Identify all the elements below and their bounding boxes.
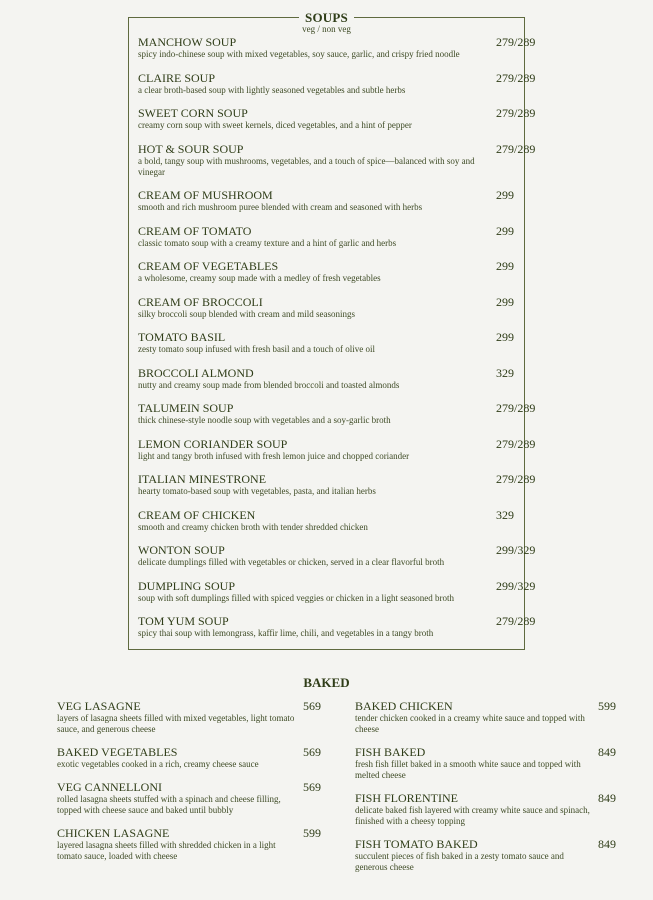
item-name: BAKED CHICKEN xyxy=(355,699,453,713)
item-price: 279/289 xyxy=(496,35,536,49)
item-description: delicate baked fish layered with creamy white sauce and spinach, finished with a cheesy topping xyxy=(355,805,590,826)
item-price: 299 xyxy=(496,223,514,238)
item-name: BROCCOLI ALMOND xyxy=(138,365,254,380)
item-description: zesty tomato soup infused with fresh basil and a touch of olive oil xyxy=(138,344,375,354)
item-price: 329 xyxy=(496,365,514,380)
menu-item xyxy=(355,837,620,873)
menu-item xyxy=(138,614,536,639)
item-description: fresh fish fillet baked in a smooth white sauce and topped with melted cheese xyxy=(355,759,581,780)
item-name: CREAM OF VEGETABLES xyxy=(138,259,279,273)
item-description: smooth and rich mushroom puree blended with cream and seasoned with herbs xyxy=(138,202,423,212)
item-price: 299/329 xyxy=(496,578,536,593)
item-price: 279/289 xyxy=(496,141,536,156)
item-name: VEG CANNELLONI xyxy=(57,780,162,794)
item-name: CLAIRE SOUP xyxy=(138,70,216,85)
menu-item xyxy=(138,543,536,568)
soup-list xyxy=(138,35,536,650)
item-price: 329 xyxy=(496,507,514,522)
item-price: 569 xyxy=(303,780,321,794)
item-description: a bold, tangy soup with mushrooms, vegetables, and a touch of spice—balanced with soy and vinegar xyxy=(138,155,475,177)
item-name: TALUMEIN SOUP xyxy=(138,401,234,415)
menu-item xyxy=(57,780,327,816)
menu-item xyxy=(138,141,536,178)
item-description: hearty tomato-based soup with vegetables, pasta, and italian herbs xyxy=(138,486,376,496)
item-name: CREAM OF BROCCOLI xyxy=(138,294,263,309)
item-description: a clear broth-based soup with lightly seasoned vegetables and subtle herbs xyxy=(138,84,406,95)
item-description: delicate dumplings filled with vegetables or chicken, served in a clear flavorful broth xyxy=(138,557,445,567)
item-price: 279/289 xyxy=(496,401,536,415)
baked-right-column xyxy=(355,699,620,883)
menu-item xyxy=(138,508,518,533)
item-price: 849 xyxy=(598,837,616,851)
item-description: light and tangy broth infused with fresh lemon juice and chopped coriander xyxy=(138,450,410,461)
soups-subtitle: veg / non veg xyxy=(302,24,351,34)
item-description: creamy corn soup with sweet kernels, diced vegetables, and a hint of pepper xyxy=(138,120,412,130)
item-description: spicy indo-chinese soup with mixed vegetables, soy sauce, garlic, and crispy fried noodle xyxy=(138,49,460,59)
item-name: CREAM OF CHICKEN xyxy=(138,507,256,522)
item-price: 279/289 xyxy=(496,106,536,120)
item-description: succulent pieces of fish baked in a zesty tomato sauce and generous cheese xyxy=(355,851,564,872)
item-name: SWEET CORN SOUP xyxy=(138,106,248,120)
item-description: rolled lasagna sheets stuffed with a spinach and cheese filling, topped with cheese sauce and baked until bubbly xyxy=(57,794,281,815)
item-description: exotic vegetables cooked in a rich, creamy cheese sauce xyxy=(57,759,259,769)
item-price: 849 xyxy=(598,791,616,805)
item-price: 279/289 xyxy=(496,436,536,451)
item-description: spicy thai soup with lemongrass, kaffir lime, chili, and vegetables in a tangy broth xyxy=(138,628,434,638)
menu-item xyxy=(138,578,536,604)
menu-item xyxy=(355,699,620,735)
item-price: 299 xyxy=(496,188,514,202)
item-name: HOT & SOUR SOUP xyxy=(138,141,244,156)
item-name: DUMPLING SOUP xyxy=(138,578,236,593)
item-description: classic tomato soup with a creamy texture and a hint of garlic and herbs xyxy=(138,237,397,248)
item-name: LEMON CORIANDER SOUP xyxy=(138,436,288,451)
item-name: VEG LASAGNE xyxy=(57,699,141,713)
baked-left-column xyxy=(57,699,327,872)
menu-item xyxy=(138,330,518,355)
item-description: thick chinese-style noodle soup with vegetables and a soy-garlic broth xyxy=(138,415,391,425)
item-price: 599 xyxy=(303,826,321,840)
baked-title: BAKED xyxy=(303,675,350,690)
item-price: 299/329 xyxy=(496,543,536,557)
menu-item xyxy=(138,472,536,497)
menu-item xyxy=(138,70,536,96)
item-price: 569 xyxy=(303,699,321,713)
item-name: CREAM OF TOMATO xyxy=(138,223,252,238)
soups-title: SOUPS xyxy=(299,10,354,25)
item-name: CREAM OF MUSHROOM xyxy=(138,188,273,202)
item-price: 279/289 xyxy=(496,70,536,85)
item-price: 299 xyxy=(496,330,514,344)
item-description: tender chicken cooked in a creamy white sauce and topped with cheese xyxy=(355,713,585,734)
menu-item xyxy=(355,791,620,827)
item-description: smooth and creamy chicken broth with tender shredded chicken xyxy=(138,521,368,532)
menu-item xyxy=(138,259,518,284)
item-price: 849 xyxy=(598,745,616,759)
item-name: WONTON SOUP xyxy=(138,543,225,557)
menu-item xyxy=(138,188,518,213)
menu-item xyxy=(138,295,518,320)
item-price: 599 xyxy=(598,699,616,713)
item-description: silky broccoli soup blended with cream and mild seasonings xyxy=(138,308,355,319)
item-price: 279/289 xyxy=(496,472,536,486)
item-description: nutty and creamy soup made from blended broccoli and toasted almonds xyxy=(138,379,400,390)
item-name: TOM YUM SOUP xyxy=(138,614,229,628)
menu-item xyxy=(57,699,327,735)
item-name: MANCHOW SOUP xyxy=(138,35,237,49)
menu-item xyxy=(57,826,327,862)
item-price: 299 xyxy=(496,294,514,309)
menu-item xyxy=(138,35,536,60)
item-name: FISH TOMATO BAKED xyxy=(355,837,478,851)
item-name: CHICKEN LASAGNE xyxy=(57,826,170,840)
menu-item xyxy=(138,401,536,426)
menu-item xyxy=(138,224,518,249)
item-name: FISH BAKED xyxy=(355,745,426,759)
item-price: 279/289 xyxy=(496,614,536,628)
menu-item xyxy=(57,745,327,770)
item-name: BAKED VEGETABLES xyxy=(57,745,178,759)
menu-item xyxy=(138,436,536,462)
item-name: TOMATO BASIL xyxy=(138,330,226,344)
soups-section xyxy=(128,10,536,650)
item-description: a wholesome, creamy soup made with a medley of fresh vegetables xyxy=(138,273,381,283)
item-description: soup with soft dumplings filled with spiced veggies or chicken in a light seasoned broth xyxy=(138,592,454,603)
menu-item xyxy=(355,745,620,781)
menu-item xyxy=(138,106,536,131)
item-price: 569 xyxy=(303,745,321,759)
item-name: FISH FLORENTINE xyxy=(355,791,459,805)
item-description: layered lasagna sheets filled with shredded chicken in a light tomato sauce, loaded with cheese xyxy=(57,840,276,861)
item-description: layers of lasagna sheets filled with mixed vegetables, light tomato sauce, and generous cheese xyxy=(57,713,295,734)
item-name: ITALIAN MINESTRONE xyxy=(138,472,267,486)
item-price: 299 xyxy=(496,259,514,273)
menu-item xyxy=(138,366,518,391)
